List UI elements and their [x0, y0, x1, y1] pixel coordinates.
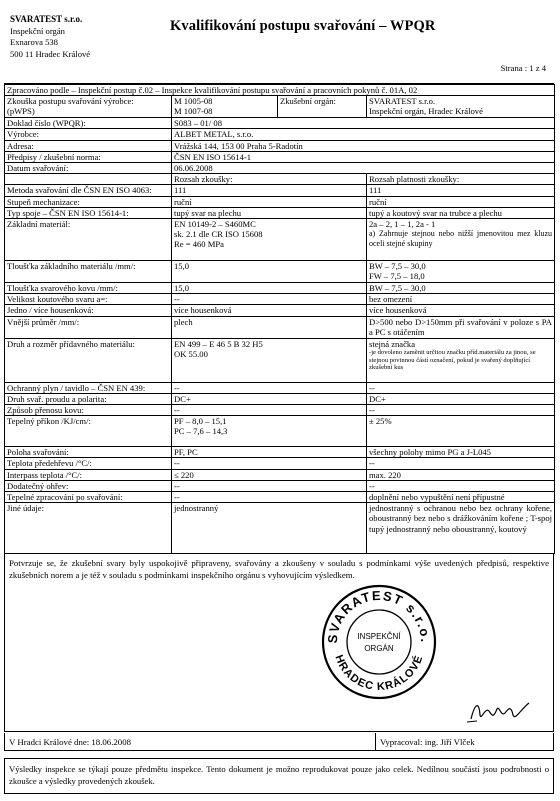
- row-value: S083 – 01/ 08: [172, 118, 555, 129]
- row-tested: ≤ 220: [172, 469, 367, 480]
- row-label: Teplota předehřevu /°C/:: [5, 458, 172, 469]
- issuer-city: 500 11 Hradec Králové: [10, 48, 91, 59]
- row-validity: BW – 7,5 – 30,0 FW – 7,5 – 18,0: [367, 261, 555, 283]
- row-tested: 15,0: [172, 283, 367, 294]
- row-label: Metoda svařování dle ČSN EN ISO 4063:: [5, 185, 172, 196]
- row-label: Základní materiál:: [5, 219, 172, 261]
- row-validity: všechny polohy mimo PG a J-L045: [367, 447, 555, 458]
- footer-note: Výsledky inspekce se týkají pouze předmětu inspekce. Tento dokument je možno reprodukovat pouze jako celek. Nedílnou součástí jsou podrobnosti o zkoušce a výsledky provedených zkoušek.: [4, 758, 554, 794]
- row-validity: jednostranný s ochranou nebo bez ochrany kořene, oboustranný bez nebo s drážkováním kořene ; T-spoj tupý jednostranný nebo oboustranný, koutový: [367, 503, 555, 554]
- issuer-street: Exnarova 538: [10, 37, 58, 47]
- row-label: Jedno / více housenková:: [5, 305, 172, 316]
- issuer-type: Inspekční orgán: [10, 25, 65, 36]
- row-tested: 15,0: [172, 261, 367, 283]
- page-number: Strana : 1 z 4: [500, 63, 546, 73]
- prepared-according: Zpracováno podle – Inspekční postup č.02 – Inspekce kvalifikování postupu svařování a pracovních pokynů č. 01A, 02: [5, 85, 555, 96]
- wpqr-table: [4, 84, 555, 554]
- row-label: Datum svařování:: [5, 163, 172, 174]
- row-label: Způsob přenosu kovu:: [5, 405, 172, 416]
- row-validity: --: [367, 458, 555, 469]
- row-tested: ruční: [172, 196, 367, 207]
- row-value: ČSN EN ISO 15614-1: [172, 151, 555, 162]
- row-validity: stejná značka -je dovoleno zaměnit určitou značku příd.materiálu za jinou, se stejnou povinnou částí označení, pokud je svařený doplňující zkušební kus: [367, 338, 555, 382]
- row-label: Stupeň mechanizace:: [5, 196, 172, 207]
- row-label: Interpass teplota /°C/:: [5, 469, 172, 480]
- row-label: Tloušťka svarového kovu /mm/:: [5, 283, 172, 294]
- sign-row: [4, 733, 554, 751]
- wpqr-form: [4, 83, 554, 732]
- row-validity: BW – 7,5 – 30,0: [367, 283, 555, 294]
- column-head-blank: [5, 174, 172, 185]
- row-tested: --: [172, 492, 367, 503]
- row-tested: EN 10149-2 – S460MC sk. 2.1 dle CR ISO 15608 Re = 460 MPa: [172, 219, 367, 261]
- row-label: Doklad číslo (WPQR):: [5, 118, 172, 129]
- test-body-label: Zkušební orgán:: [278, 96, 367, 118]
- row-validity: bez omezení: [367, 294, 555, 305]
- row-validity: D>500 nebo D>150mm při svařování v poloze s PA a PC s otáčením: [367, 316, 555, 338]
- row-validity: --: [367, 480, 555, 491]
- row-tested: jednostranný: [172, 503, 367, 554]
- row-tested: PF – 8,0 – 15,1 PC – 7,6 – 14,3: [172, 416, 367, 447]
- stamp-inner-ring: [347, 610, 411, 674]
- row-label: Tloušťka základního materiálu /mm/:: [5, 261, 172, 283]
- test-body-value: SVARATEST s.r.o. Inspekční orgán, Hradec Králové: [367, 96, 555, 118]
- row-label: Dodatečný ohřev:: [5, 480, 172, 491]
- row-label: Tepelný příkon /KJ/cm/:: [5, 416, 172, 447]
- row-label: Velikost koutového svaru a=:: [5, 294, 172, 305]
- stamp-center-1: INSPEKČNÍ: [357, 632, 401, 641]
- issuer-name: SVARATEST s.r.o.: [10, 14, 83, 24]
- issuer-block: [10, 14, 90, 60]
- row-tested: více housenková: [172, 305, 367, 316]
- place-date: V Hradci Králové dne: 18.06.2008: [9, 737, 131, 747]
- row-tested: plech: [172, 316, 367, 338]
- row-validity: tupý a koutový svar na trubce a plechu: [367, 207, 555, 218]
- document-title: Kvalifikování postupu svařování – WPQR: [170, 18, 436, 34]
- row-label: Adresa:: [5, 140, 172, 151]
- stamp-top-text: SVARATEST s.r.o.: [324, 587, 434, 644]
- row-tested: --: [172, 405, 367, 416]
- row-label: Předpisy / zkušební norma:: [5, 151, 172, 162]
- row-label: Poloha svařování:: [5, 447, 172, 458]
- handwritten-signature: [465, 697, 535, 725]
- row-validity: max. 220: [367, 469, 555, 480]
- row-label: Tepelné zpracování po svařování:: [5, 492, 172, 503]
- row-tested: DC+: [172, 393, 367, 404]
- row-validity: doplnění nebo vypuštění není přípustné: [367, 492, 555, 503]
- row-validity: ruční: [367, 196, 555, 207]
- row-tested: --: [172, 294, 367, 305]
- row-label: Jiné údaje:: [5, 503, 172, 554]
- row-label: Vnější průměr /mm/:: [5, 316, 172, 338]
- confirmation-text: Potvrzuje se, že zkušební svary byly uspokojivě připraveny, svařovány a zkoušeny v souladu s podmínkami výše uvedených předpisů, respektive zkušebních norem a je též v souladu s podmínkami inspekčního orgánu s vyhovujícím výsledkem.: [9, 558, 549, 580]
- row-value: 06.06.2008: [172, 163, 555, 174]
- test-pwps-values: M 1005-08 M 1007-08: [172, 96, 278, 118]
- row-validity: více housenková: [367, 305, 555, 316]
- row-tested: tupý svar na plechu: [172, 207, 367, 218]
- row-label: Druh a rozměr přídavného materiálu:: [5, 338, 172, 382]
- stamp-center-2: ORGÁN: [364, 644, 394, 653]
- official-stamp: [320, 583, 438, 701]
- row-label: Ochranný plyn / tavidlo – ČSN EN 439:: [5, 382, 172, 393]
- column-head-validity: Rozsah platnosti zkoušky:: [367, 174, 555, 185]
- row-label: Výrobce:: [5, 129, 172, 140]
- prepared-by: Vypracoval: ing. Jiří Vlček: [375, 733, 479, 750]
- row-tested: --: [172, 382, 367, 393]
- row-tested: --: [172, 480, 367, 491]
- row-value: Vrážská 144, 153 00 Praha 5-Radotín: [172, 140, 555, 151]
- row-validity: ± 25%: [367, 416, 555, 447]
- row-validity: --: [367, 382, 555, 393]
- row-tested: 111: [172, 185, 367, 196]
- row-tested: --: [172, 458, 367, 469]
- column-head-tested: Rozsah zkoušky:: [172, 174, 367, 185]
- test-label: Zkouška postupu svařování výrobce: (pWPS): [5, 96, 172, 118]
- row-validity: --: [367, 405, 555, 416]
- row-validity: 111: [367, 185, 555, 196]
- row-validity: 2a – 2, 1 – 1, 2a - 1 a) Zahrnuje stejnou nebo nižší jmenovitou mez kluzu oceli stejné skupiny: [367, 219, 555, 261]
- row-label: Typ spoje – ČSN EN ISO 15614-1:: [5, 207, 172, 218]
- row-tested: PF, PC: [172, 447, 367, 458]
- row-value: ALBET METAL, s.r.o.: [172, 129, 555, 140]
- row-tested: EN 499 – E 46 5 B 32 H5 OK 55.00: [172, 338, 367, 382]
- stamp-bottom-text: HRADEC KRÁLOVÉ: [332, 653, 426, 694]
- row-validity: DC+: [367, 393, 555, 404]
- row-label: Druh svař. proudu a polarita:: [5, 393, 172, 404]
